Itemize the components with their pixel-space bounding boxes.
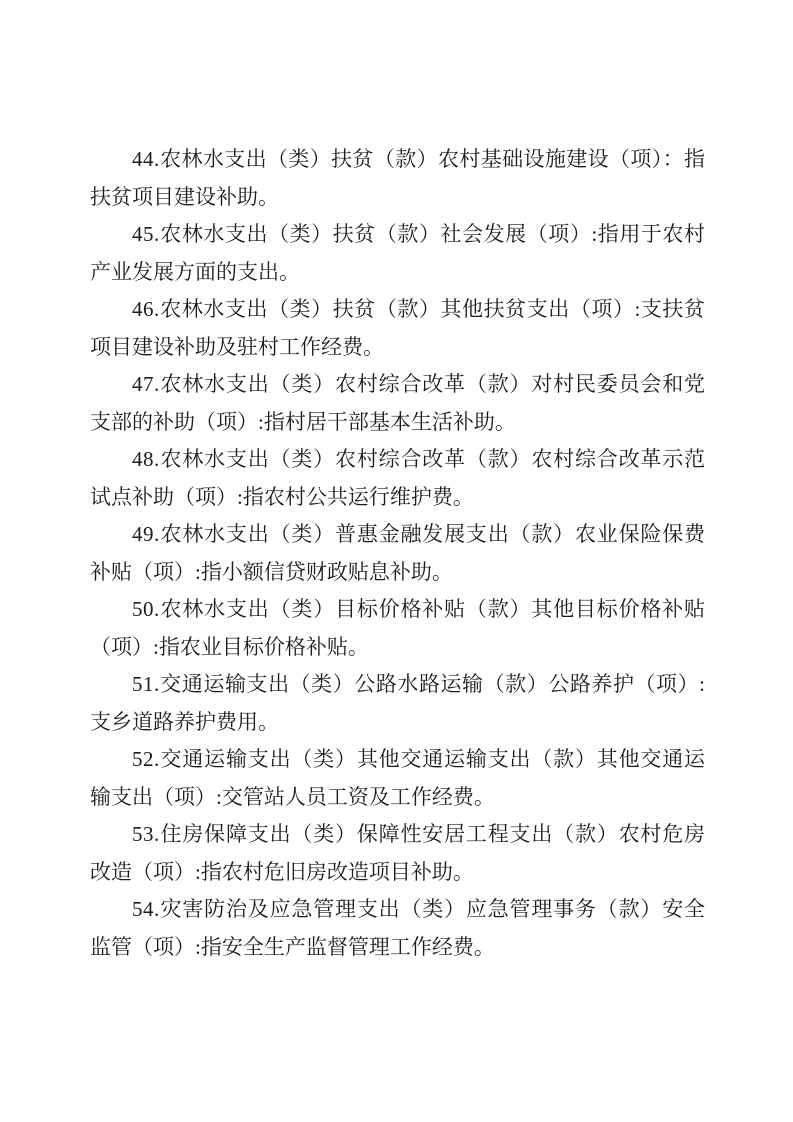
item-number: 53.: [132, 822, 160, 846]
item-number: 48.: [132, 447, 160, 471]
item-text: 灾害防治及应急管理支出（类）应急管理事务（款）安全监管（项）:指安全生产监督管理工作经费。: [90, 897, 705, 959]
item-number: 45.: [132, 222, 160, 246]
list-item: [90, 891, 705, 966]
item-text: 农林水支出（类）农村综合改革（款）农村综合改革示范试点补助（项）:指农村公共运行维护费。: [90, 447, 705, 509]
list-item: [90, 666, 705, 741]
item-number: 52.: [132, 747, 160, 771]
document-body: [90, 141, 705, 966]
list-item: [90, 141, 705, 216]
item-text: 农林水支出（类）扶贫（款）农村基础设施建设（项）：指扶贫项目建设补助。: [90, 147, 705, 209]
item-text: 交通运输支出（类）公路水路运输（款）公路养护（项）:支乡道路养护费用。: [90, 672, 705, 734]
list-item: [90, 216, 705, 291]
item-number: 54.: [132, 897, 160, 921]
item-number: 50.: [132, 597, 160, 621]
item-number: 44.: [132, 147, 160, 171]
item-text: 住房保障支出（类）保障性安居工程支出（款）农村危房改造（项）:指农村危旧房改造项目补助。: [90, 822, 705, 884]
item-text: 农林水支出（类）扶贫（款）其他扶贫支出（项）:支扶贫项目建设补助及驻村工作经费。: [90, 297, 705, 359]
item-number: 47.: [132, 372, 160, 396]
list-item: [90, 741, 705, 816]
item-text: 交通运输支出（类）其他交通运输支出（款）其他交通运输支出（项）:交管站人员工资及工作经费。: [90, 747, 705, 809]
item-text: 农林水支出（类）普惠金融发展支出（款）农业保险保费补贴（项）:指小额信贷财政贴息补助。: [90, 522, 705, 584]
list-item: [90, 291, 705, 366]
item-number: 51.: [132, 672, 160, 696]
item-text: 农林水支出（类）扶贫（款）社会发展（项）:指用于农村产业发展方面的支出。: [90, 222, 705, 284]
list-item: [90, 366, 705, 441]
item-number: 49.: [132, 522, 160, 546]
item-text: 农林水支出（类）农村综合改革（款）对村民委员会和党支部的补助（项）:指村居干部基本生活补助。: [90, 372, 705, 434]
list-item: [90, 441, 705, 516]
item-number: 46.: [132, 297, 160, 321]
list-item: [90, 591, 705, 666]
list-item: [90, 816, 705, 891]
item-text: 农林水支出（类）目标价格补贴（款）其他目标价格补贴（项）:指农业目标价格补贴。: [90, 597, 705, 659]
list-item: [90, 516, 705, 591]
